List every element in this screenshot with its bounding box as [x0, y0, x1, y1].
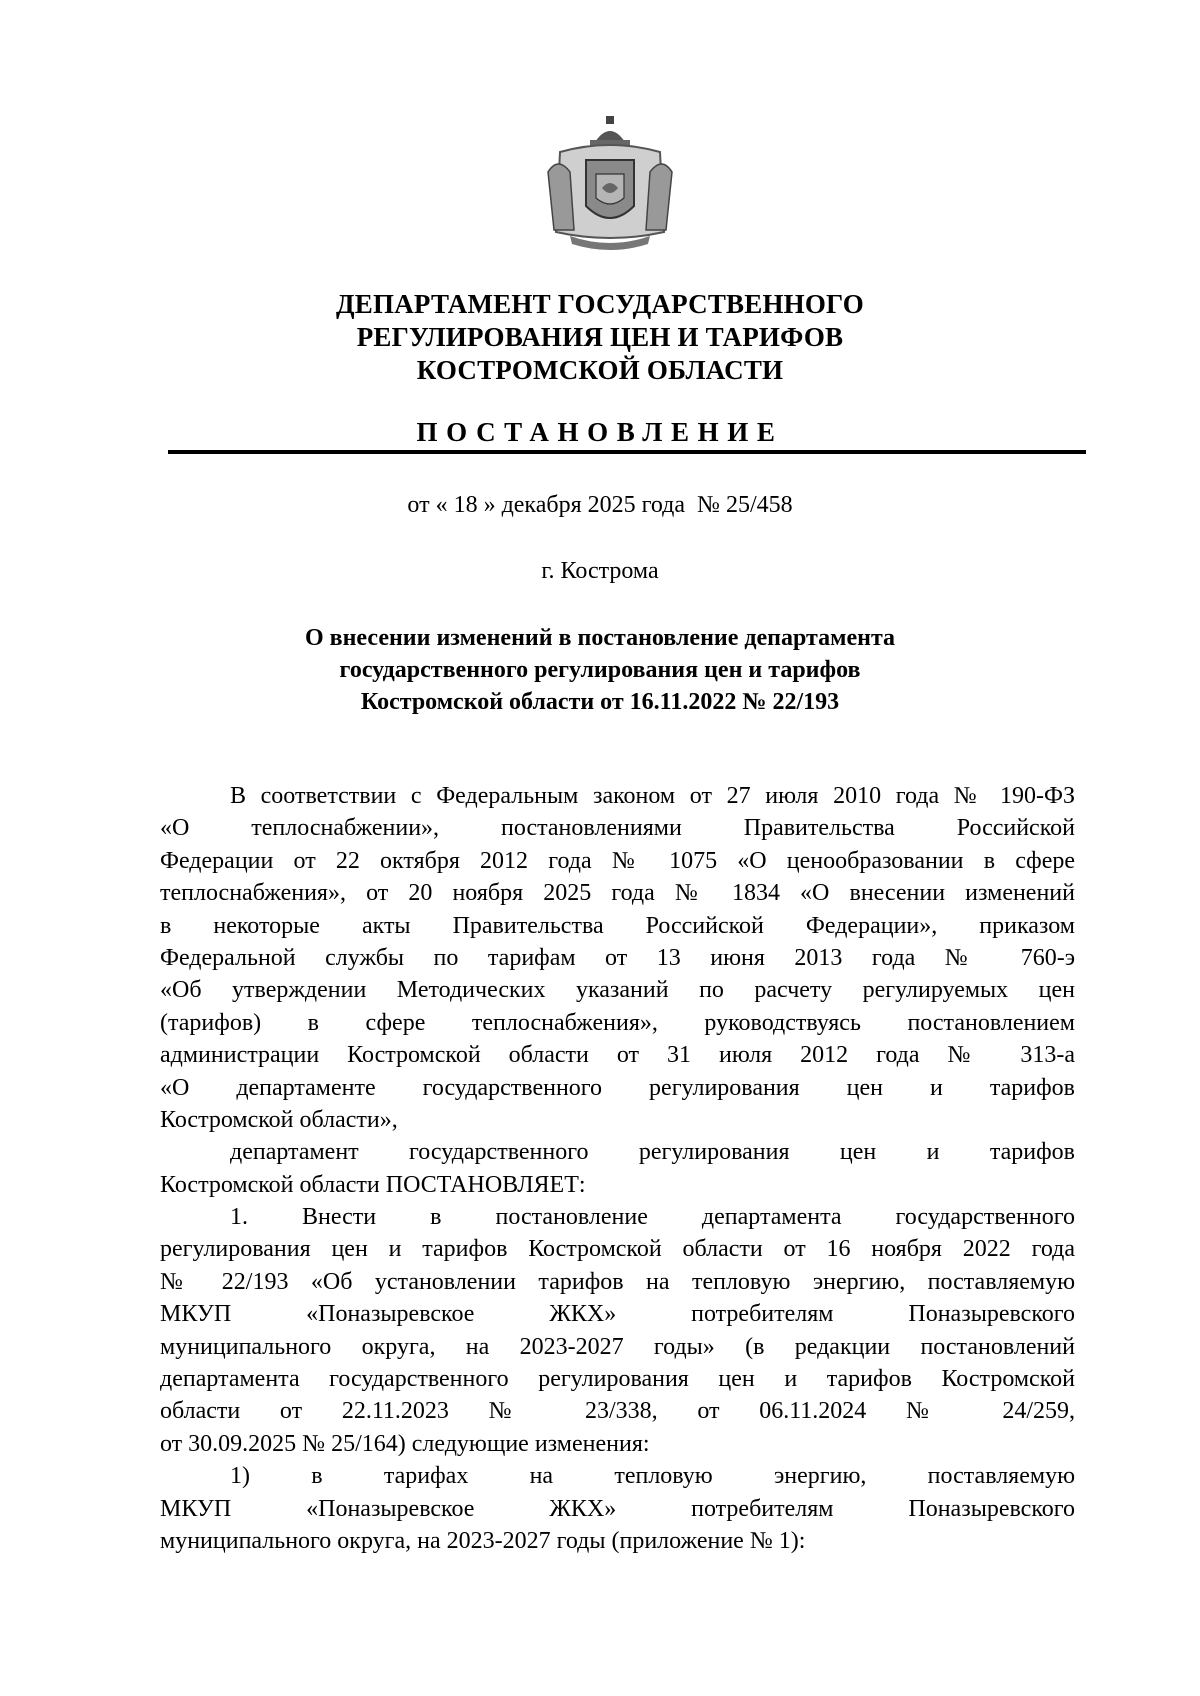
document-city: г. Кострома	[541, 558, 659, 584]
body-line: муниципального округа, на 2023-2027 годы (приложение № 1):	[160, 1527, 806, 1554]
body-line: МКУП «Поназыревское ЖКХ» потребителям Поназыревского	[160, 1301, 1075, 1328]
header-divider	[168, 450, 1086, 454]
document-type-title: ПОСТАНОВЛЕНИЕ	[416, 417, 784, 447]
body-line: Костромской области»,	[160, 1106, 398, 1133]
body-line: области от 22.11.2023 № 23/338, от 06.11.2024 № 24/259,	[160, 1398, 1075, 1425]
department-name-line: ДЕПАРТАМЕНТ ГОСУДАРСТВЕННОГО	[336, 289, 864, 319]
body-line: «О департаменте государственного регулирования цен и тарифов	[160, 1074, 1075, 1101]
subject-line: О внесении изменений в постановление департамента	[304, 625, 896, 651]
body-line: Федеральной службы по тарифам от 13 июня 2013 года № 760-э	[160, 944, 1075, 971]
document-subject	[150, 622, 1050, 718]
department-name-line: РЕГУЛИРОВАНИЯ ЦЕН И ТАРИФОВ	[356, 322, 844, 352]
document-date-number: от « 18 » декабря 2025 года № 25/458	[407, 492, 793, 518]
body-line: 1) в тарифах на тепловую энергию, поставляемую	[230, 1463, 1075, 1490]
body-line: «Об утверждении Методических указаний по расчету регулируемых цен	[160, 977, 1075, 1004]
body-line: теплоснабжения», от 20 ноября 2025 года № 1834 «О внесении изменений	[160, 880, 1075, 907]
body-line: администрации Костромской области от 31 июля 2012 года № 313-а	[160, 1042, 1075, 1069]
department-name-line: КОСТРОМСКОЙ ОБЛАСТИ	[416, 355, 784, 385]
body-line: В соответствии с Федеральным законом от 27 июля 2010 года № 190-ФЗ	[230, 783, 1075, 809]
document-body	[160, 780, 1075, 1557]
body-line: регулирования цен и тарифов Костромской области от 16 ноября 2022 года	[160, 1236, 1075, 1263]
body-line: МКУП «Поназыревское ЖКХ» потребителям Поназыревского	[160, 1495, 1075, 1522]
department-name	[150, 288, 1050, 387]
body-line: в некоторые акты Правительства Российской Федерации», приказом	[160, 912, 1075, 939]
body-line: «О теплоснабжении», постановлениями Правительства Российской	[160, 815, 1075, 842]
body-line: 1. Внести в постановление департамента государственного	[230, 1204, 1075, 1231]
body-line: от 30.09.2025 № 25/164) следующие изменения:	[160, 1430, 650, 1457]
subject-line: государственного регулирования цен и тарифов	[339, 657, 861, 683]
coat-of-arms-emblem	[540, 112, 680, 252]
body-line: департамент государственного регулирования цен и тарифов	[230, 1139, 1075, 1166]
body-line: муниципального округа, на 2023-2027 годы» (в редакции постановлений	[160, 1333, 1075, 1360]
body-line: Костромской области ПОСТАНОВЛЯЕТ:	[160, 1171, 586, 1198]
subject-line: Костромской области от 16.11.2022 № 22/193	[360, 689, 840, 715]
body-line: № 22/193 «Об установлении тарифов на тепловую энергию, поставляемую	[160, 1268, 1075, 1295]
body-line: департамента государственного регулирования цен и тарифов Костромской	[160, 1366, 1075, 1393]
body-line: Федерации от 22 октября 2012 года № 1075 «О ценообразовании в сфере	[160, 847, 1075, 874]
body-line: (тарифов) в сфере теплоснабжения», руководствуясь постановлением	[160, 1009, 1075, 1036]
